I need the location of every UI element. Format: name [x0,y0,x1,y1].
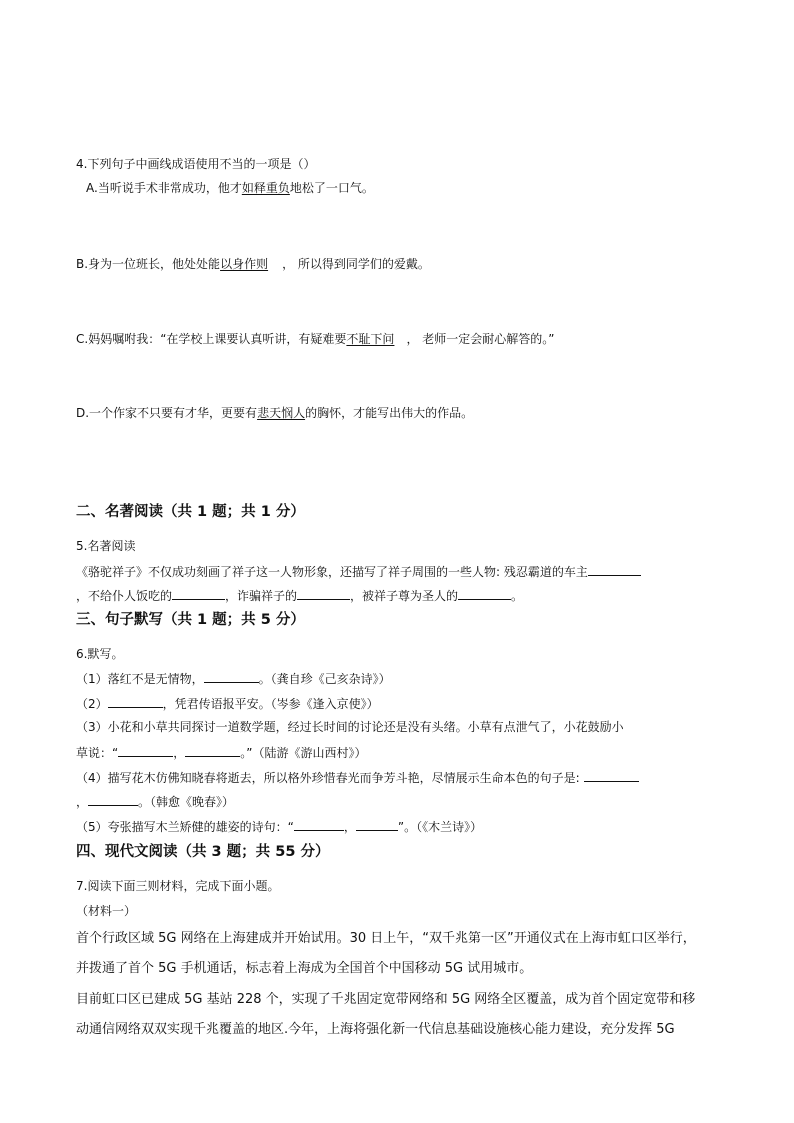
q6-text: ”。（《木兰诗》） [397,820,483,834]
answer-blank[interactable] [185,743,240,757]
q4-option-a [86,179,374,197]
answer-blank[interactable] [294,817,344,831]
answer-blank[interactable] [118,743,173,757]
q4-option-c [76,330,554,348]
answer-blank[interactable] [108,694,163,708]
q6-item-3-line2 [76,743,366,762]
answer-blank[interactable] [172,586,225,600]
material-1-para2-line1: 目前虹口区已建成 5G 基站 228 个，实现了千兆固定宽带网络和 5G 网络全区覆盖，成为首个固定宽带和移 [76,992,696,1007]
option-b-idiom: 以身作则 [220,257,269,271]
material-1-para1-line2: 并拨通了首个 5G 手机通话，标志着上海成为全国首个中国移动 5G 试用城市。 [76,961,533,976]
q5-label: 5.名著阅读 [76,539,136,553]
answer-blank[interactable] [588,562,641,576]
q6-text: ， [76,795,89,809]
q4-option-b [76,255,430,273]
q5-line1 [76,562,641,581]
q5-line2 [76,586,523,605]
answer-blank[interactable] [584,768,639,782]
q5-text: 。 [511,589,524,603]
option-d-idiom: 悲天悯人 [257,406,306,420]
option-c-pre: C.妈妈嘱咐我：“在学校上课要认真听讲，有疑难要 [76,332,347,346]
q6-text: 。（韩愈《晚春》） [138,795,235,809]
q5-text: ，诈骗祥子的 [225,589,298,603]
material-1-para1-line1: 首个行政区域 5G 网络在上海建成并开始试用。30 日上午，“双千兆第一区”开通仪式在上海市虹口区举行， [76,931,696,946]
q6-text: （2） [76,697,108,711]
q6-text: ， [343,820,356,834]
option-a-pre: A.当听说手术非常成功，他才 [86,181,242,195]
q7-label: 7.阅读下面三则材料，完成下面小题。 [76,879,280,893]
q6-text: 。（龚自珍《己亥杂诗》） [258,672,391,686]
section2-heading: 二、名著阅读（共 1 题；共 1 分） [76,504,305,520]
answer-blank[interactable] [204,669,259,683]
material-1-label: （材料一） [76,904,137,918]
material-1-para2-line2: 动通信网络双双实现千兆覆盖的地区.今年，上海将强化新一代信息基础设施核心能力建设，充分发挥 5G [76,1022,675,1037]
q5-text: ，不给仆人饭吃的 [76,589,173,603]
q6-text: 草说：“ [76,746,119,760]
q4-option-d [76,404,473,422]
answer-blank[interactable] [297,586,350,600]
q6-item-5 [76,817,482,836]
answer-blank[interactable] [458,586,511,600]
q6-item-3-line1: （3）小花和小草共同探讨一道数学题，经过长时间的讨论还是没有头绪。小草有点泄气了，小花鼓励小 [76,720,624,734]
q6-text: （4）描写花木仿佛知晓春将逝去，所以格外珍惜春光而争芳斗艳，尽情展示生命本色的句子是: [76,771,584,785]
section4-heading: 四、现代文阅读（共 3 题；共 55 分） [76,844,330,860]
q6-text: （1）落红不是无情物， [76,672,204,686]
option-c-idiom: 不耻下问 [346,332,395,346]
q6-text: ，凭君传语报平安。（岑参《逢入京使》） [162,697,379,711]
option-b-pre: B.身为一位班长，他处处能 [76,257,221,271]
q6-text: （5）夸张描写木兰矫健的雄姿的诗句：“ [76,820,294,834]
answer-blank[interactable] [356,817,398,831]
option-c-post: ， 老师一定会耐心解答的。” [406,332,555,346]
answer-blank[interactable] [88,792,138,806]
section3-heading: 三、句子默写（共 1 题；共 5 分） [76,612,305,628]
q5-text: 《骆驼祥子》不仅成功刻画了祥子这一人物形象，还描写了祥子周围的一些人物: 残忍霸道的车主 [76,565,588,579]
q6-text: ， [173,746,186,760]
q6-item-1 [76,669,391,688]
q5-text: ，被祥子尊为圣人的 [350,589,459,603]
q6-text: 。”（陆游《游山西村》） [240,746,367,760]
option-b-post: ， 所以得到同学们的爱戴。 [282,257,430,271]
option-d-pre: D.一个作家不只要有才华，更要有 [76,406,258,420]
q4-stem: 4.下列句子中画线成语使用不当的一项是（） [76,157,316,171]
q6-label: 6.默写。 [76,647,124,661]
q6-item-4-line2 [76,792,234,811]
option-d-post: 的胸怀，才能写出伟大的作品。 [305,406,474,420]
option-a-idiom: 如释重负 [241,181,290,195]
option-a-post: 地松了一口气。 [289,181,374,195]
q6-item-4-line1 [76,768,639,787]
q6-item-2 [76,694,379,713]
